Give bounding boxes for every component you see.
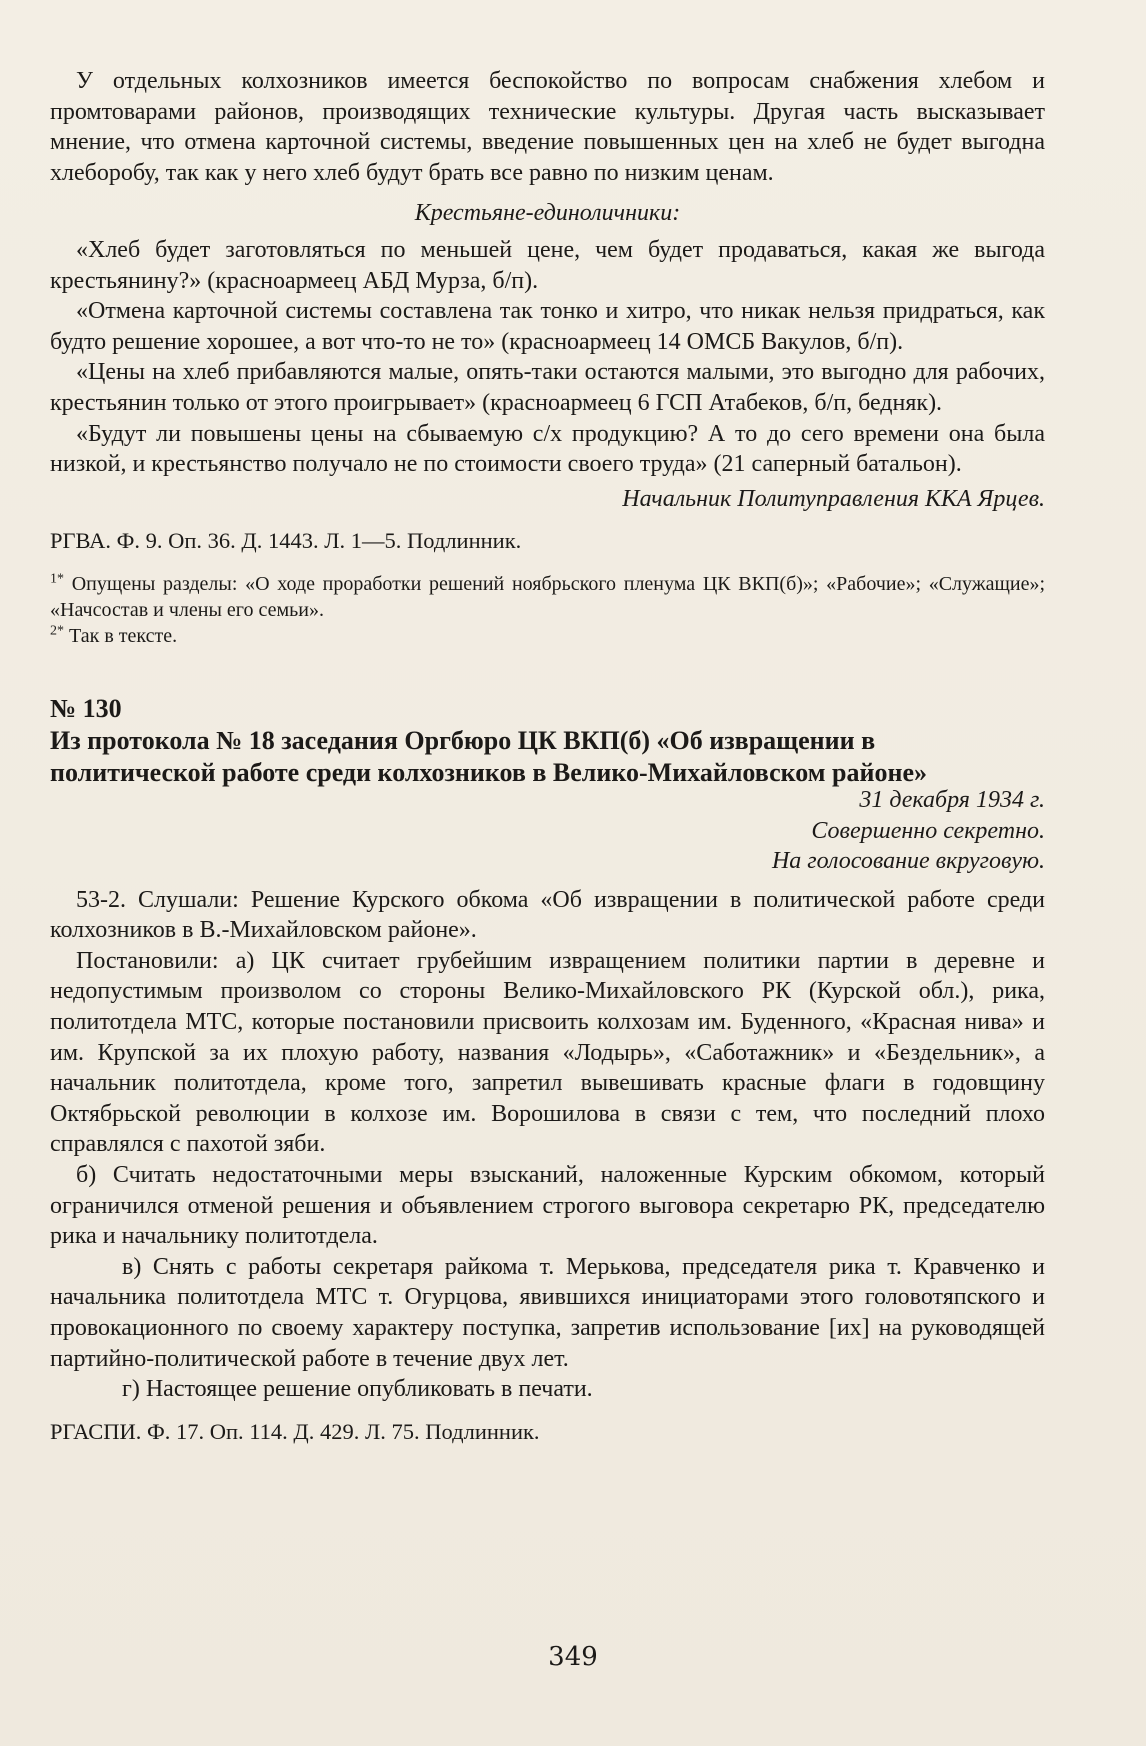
document-date: 31 декабря 1934 г. (859, 786, 1045, 813)
footnote-1 (50, 571, 1045, 623)
page-content (50, 66, 1045, 1447)
footnote-mark: 1* (50, 571, 64, 587)
document-title: Из протокола № 18 заседания Оргбюро ЦК ВКП(б) «Об извращении в политической работе среди колхозников в Велико-Михайловском районе» (50, 725, 927, 787)
heard-paragraph: 53-2. Слушали: Решение Курского обкома «Об извращении в политической работе среди колхозников в В.-Михайловском районе». (50, 886, 1045, 944)
signature: Начальник Политуправления ККА Ярцев. (622, 485, 1045, 512)
quote-2: «Отмена карточной системы составлена так тонко и хитро, что никак нельзя придраться, как будто решение хорошее, а вот что-то не то» (красноармеец 14 ОМСБ Вакулов, б/п). (50, 298, 1045, 355)
paragraph-intro: У отдельных колхозников имеется беспокойство по вопросам снабжения хлебом и промтоварами районов, производящих технические культуры. Другая часть высказывает мнение, что отмена карточной системы, введение повышенных цен на хлеб не будет выгодна хлеборобу, так как у него хлеб будут брать все равно по низким ценам. (50, 68, 1045, 186)
footnote-mark: 2* (50, 623, 64, 639)
footnote-text: Так в тексте. (69, 624, 178, 647)
resolution-d: г) Настоящее решение опубликовать в печати. (122, 1376, 593, 1403)
resolution-c: в) Снять с работы секретаря райкома т. Мерькова, председателя рика т. Кравченко и начальника политотдела МТС т. Огурцова, явившихся инициаторами этого головотяпского и провокационного по своему характеру поступка, запретив использование [их] на руководящей партийно-политической работе в течение двух лет. (50, 1253, 1045, 1372)
quote-4: «Будут ли повышены цены на сбываемую с/х продукцию? А то до сего времени она была низкой, и крестьянство получало не по стоимости своего труда» (21 саперный батальон). (50, 420, 1045, 478)
secrecy-stamp: Совершенно секретно. (811, 817, 1045, 844)
quote-1: «Хлеб будет заготовляться по меньшей цене, чем будет продаваться, какая же выгода крестьянину?» (красноармеец АБД Мурза, б/п). (50, 236, 1045, 294)
voting-note: На голосование вкруговую. (771, 848, 1045, 875)
section-heading: Крестьяне-единоличники: (414, 200, 681, 227)
quote-3: «Цены на хлеб прибавляются малые, опять-таки остаются малыми, это выгодно для рабочих, крестьянин только от этого проигрывает» (красноармеец 6 ГСП Атабеков, б/п, бедняк). (50, 359, 1045, 416)
footnote-text: Опущены разделы: «О ходе проработки решений ноябрьского пленума ЦК ВКП(б)»; «Рабочие»; «Служащие»; «Начсостав и члены его семьи». (50, 572, 1046, 621)
archive-source-1: РГВА. Ф. 9. Оп. 36. Д. 1443. Л. 1—5. Подлинник. (50, 528, 522, 554)
resolution-b: б) Считать недостаточными меры взысканий, наложенные Курским обкомом, который ограничился отменой решения и объявлением строгого выговора секретарю РК, председателю рика и начальнику политотдела. (50, 1162, 1045, 1250)
archive-source-2: РГАСПИ. Ф. 17. Оп. 114. Д. 429. Л. 75. Подлинник. (50, 1418, 540, 1444)
footnote-2 (50, 623, 1045, 649)
resolution-a: Постановили: а) ЦК считает грубейшим извращением политики партии в деревне и недопустимым произволом со стороны Велико-Михайловского РК (Курской обл.), рика, политотдела МТС, которые постановили присвоить колхозам им. Буденного, «Красная нива» и им. Крупской за их плохую работу, названия «Лодырь», «Саботажник» и «Бездельник», а начальник политотдела, кроме того, запретил вывешивать красные флаги в годовщину Октябрьской революции в колхозе им. Ворошилова в связи с тем, что последний плохо справлялся с пахотой зяби. (50, 947, 1045, 1158)
document-number: № 130 (50, 693, 122, 723)
page-number: 349 (548, 1642, 598, 1672)
